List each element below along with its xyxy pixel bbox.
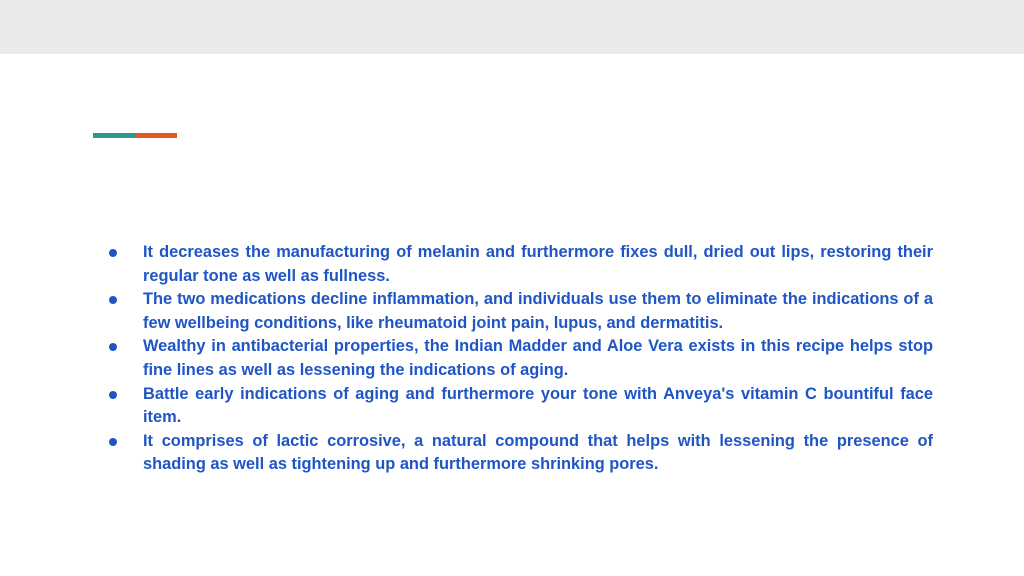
bullet-dot xyxy=(109,249,117,257)
bullet-text: It comprises of lactic corrosive, a natural compound that helps with lessening the presence of shading as well as tightening up and furthermore shrinking pores. xyxy=(143,431,933,474)
accent-bar xyxy=(93,133,177,138)
bullet-text: The two medications decline inflammation, and individuals use them to eliminate the indications of a few wellbeing conditions, like rheumatoid joint pain, lupus, and dermatitis. xyxy=(143,290,933,332)
top-band xyxy=(0,0,1024,54)
bullet-item xyxy=(107,288,933,335)
bullet-text: It decreases the manufacturing of melanin and furthermore fixes dull, dried out lips, restoring their regular tone as well as fullness. xyxy=(143,243,933,285)
bullet-item xyxy=(107,241,933,288)
bullet-dot xyxy=(109,296,117,304)
bullet-dot xyxy=(109,391,117,399)
bullet-text: Wealthy in antibacterial properties, the Indian Madder and Aloe Vera exists in this recipe helps stop fine lines as well as lessening the indications of aging. xyxy=(143,337,933,379)
bullet-list xyxy=(107,241,933,477)
accent-bar-orange xyxy=(135,133,177,138)
bullet-dot xyxy=(109,438,117,446)
bullet-item xyxy=(107,430,933,477)
bullet-text: Battle early indications of aging and furthermore your tone with Anveya's vitamin C bountiful face item. xyxy=(143,384,933,427)
bullet-dot xyxy=(109,343,117,351)
accent-bar-teal xyxy=(93,133,135,138)
bullet-item xyxy=(107,383,933,430)
bullet-item xyxy=(107,335,933,382)
